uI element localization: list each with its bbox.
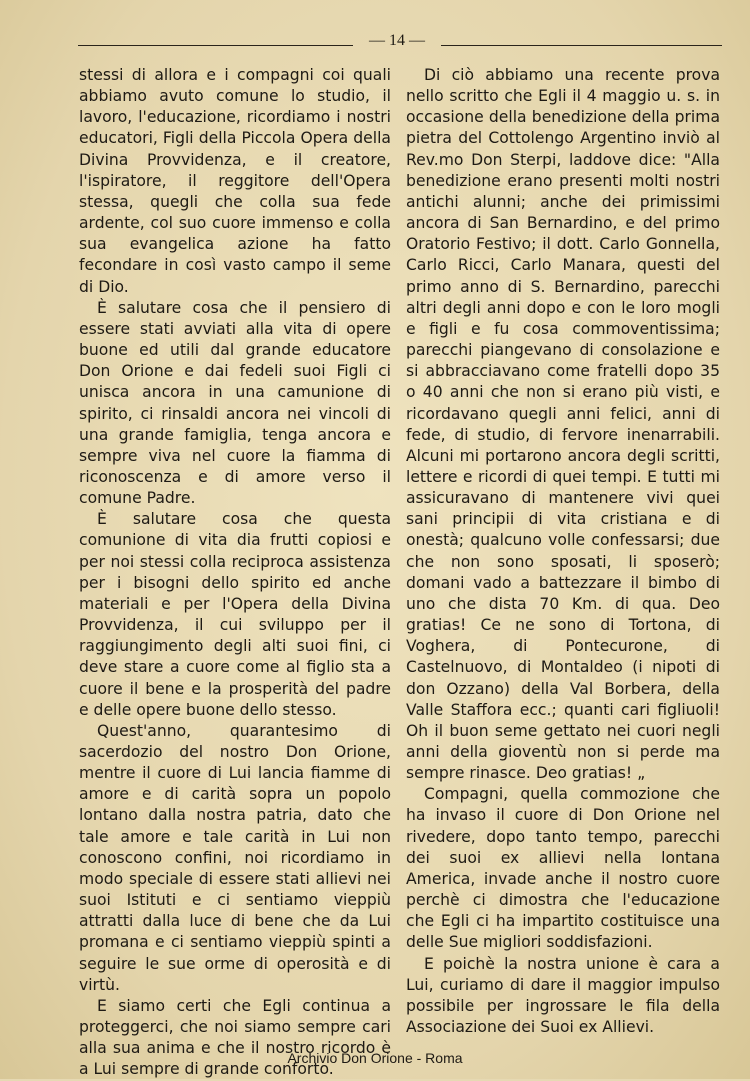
paragraph: È salutare cosa che il pensiero di essere stati avviati alla vita di opere buone ed utili dal grande educatore Don Orione e dai fedeli suoi Figli ci unisca ancora in una camunione di spirito, ci rinsaldi ancora nei vincoli di una grande famiglia, tenga ancora e sempre viva nel cuore la fiamma di riconoscenza e di amore verso il comune Padre. (79, 298, 391, 508)
paragraph: E siamo certi che Egli continua a proteggerci, che noi siamo sempre cari alla sua anima e che il nostro ricordo è a Lui sempre di grande conforto. (79, 996, 391, 1079)
right-column (406, 65, 720, 1038)
paragraph: E poichè la nostra unione è cara a Lui, curiamo di dare il maggior impulso possibile per ingrossare le fila della Associazione dei Suoi ex Allievi. (406, 954, 720, 1037)
paragraph: È salutare cosa che questa comunione di vita dia frutti copiosi e per noi stessi colla reciproca assistenza per i bisogni dello spirito ed anche materiali e per l'Opera della Divina Provvidenza, il cui sviluppo per il raggiungimento degli alti suoi fini, ci deve stare a cuore come al figlio sta a cuore il bene e la prosperità del padre e delle opere buone dello stesso. (79, 510, 391, 719)
header-rule-left (78, 45, 353, 46)
page-number: — 14 — (369, 32, 425, 49)
page-header (78, 30, 722, 54)
paragraph: Compagni, quella commozione che ha invaso il cuore di Don Orione nel rivedere, dopo tanto tempo, parecchi dei suoi ex allievi nella lontana America, invade anche il nostro cuore perchè ci dimostra che l'educazione che Egli ci ha impartito costituisce una delle Sue migliori soddisfazioni. (406, 785, 720, 952)
archive-footer: Archivio Don Orione - Roma (287, 1050, 463, 1066)
paragraph: Di ciò abbiamo una recente prova nello scritto che Egli il 4 maggio u. s. in occasione della benedizione della prima pietra del Cottolengo Argentino inviò al Rev.mo Don Sterpi, laddove dice: "Alla benedizione erano presenti molti nostri antichi alunni; anche dei primissimi ancora di San Bernardino, e del primo Oratorio Festivo; il dott. Carlo Gonnella, Carlo Ricci, Carlo Manara, questi del primo anno di S. Bernardino, parecchi altri degli anni dopo e con le loro mogli e figli e fu cosa commoventissima; parecchi piangevano di consolazione e si abbracciavano come fratelli dopo 35 o 40 anni che non si erano più visti, e ricordavano quegli anni felici, anni di fede, di studio, di fervore inenarrabili. Alcuni mi portarono ancora degli scritti, lettere e ricordi di quei tempi. E tutti mi assicuravano di mantenere vivi quei sani principii di vita cristiana e di onestà; qualcuno volle confessarsi; due che non sono sposati, li sposerò; domani vado a battezzare il bimbo di uno che dista 70 Km. di qua. Deo gratias! Ce ne sono di Tortona, di Voghera, di Pontecurone, di Castelnuovo, di Montaldeo (i nipoti di don Ozzano) della Val Borbera, della Valle Staffora ecc.; quanti cari figliuoli! Oh il buon seme gettato nei cuori negli anni della gioventù non si perde ma sempre rinasce. Deo gratias! „ (406, 66, 720, 783)
left-column (79, 65, 391, 1081)
paragraph: Quest'anno, quarantesimo di sacerdozio del nostro Don Orione, mentre il cuore di Lui lancia fiamme di amore e di carità sopra un popolo lontano dalla nostra patria, dato che tale amore e tale carità in Lui non conoscono confini, noi ricordiamo in modo speciale di essere stati allievi nei suoi Istituti e ci sentiamo vieppiù attratti dalla luce di bene che da Lui promana e ci sentiamo vieppiù spinti a seguire le sue orme di operosità e di virtù. (79, 721, 391, 994)
header-rule-right (441, 45, 722, 46)
paragraph: stessi di allora e i compagni coi quali abbiamo avuto comune lo studio, il lavoro, l'educazione, ricordiamo i nostri educatori, Figli della Piccola Opera della Divina Provvidenza, e il creatore, l'ispiratore, il reggitore dell'Opera stessa, quegli che colla sua fede ardente, col suo cuore immenso e colla sua evangelica azione ha fatto fecondare in così vasto campo il seme di Dio. (79, 66, 391, 296)
